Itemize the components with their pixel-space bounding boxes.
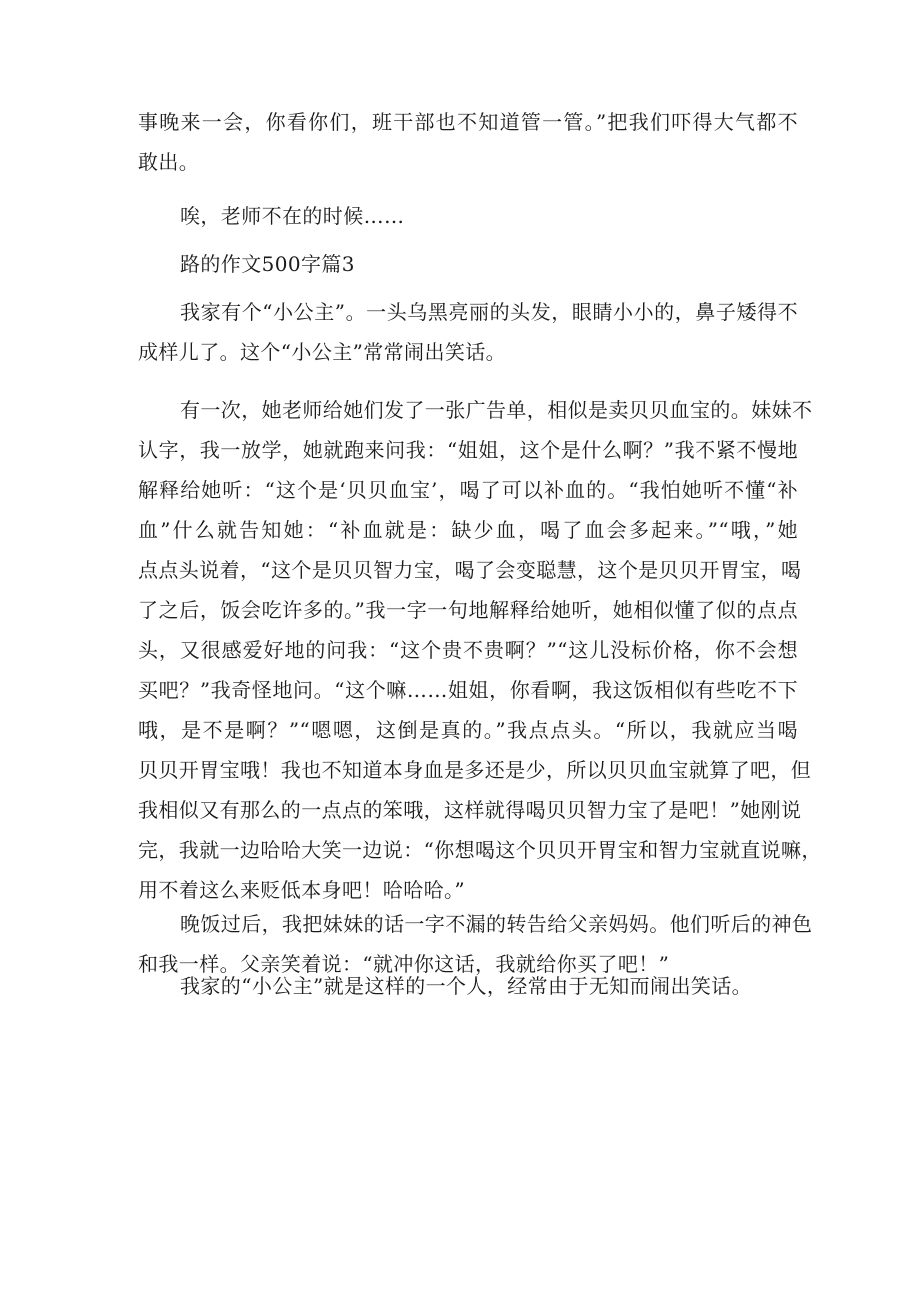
paragraph-conclusion	[138, 966, 798, 1006]
text-line: 哦，是不是啊？”“嗯嗯，这倒是真的。”我点点头。“所以，我就应当喝	[138, 718, 798, 742]
heading-text: 路的作文500字篇3	[180, 252, 355, 276]
text-line: 和我一样。父亲笑着说：“就冲你这话，我就给你买了吧！”	[138, 952, 670, 976]
text-line: 唉，老师不在的时候……	[180, 204, 405, 228]
paragraph-intro	[138, 292, 798, 372]
text-line: 有一次，她老师给她们发了一张广告单，相似是卖贝贝血宝的。妹妹不	[180, 398, 813, 422]
text-line: 买吧？”我奇怪地问。“这个嘛……姐姐，你看啊，我这饭相似有些吃不下	[138, 678, 798, 702]
paragraph-story	[138, 390, 822, 910]
text-line: 血”什么就告知她：“补血就是：缺少血，喝了血会多起来。”“哦，”她	[138, 518, 798, 542]
text-line: 认字，我一放学，她就跑来问我：“姐姐，这个是什么啊？”我不紧不慢地	[138, 438, 798, 462]
text-line: 头，又很感爱好地的问我：“这个贵不贵啊？”“这儿没标价格，你不会想	[138, 638, 798, 662]
text-line: 我相似又有那么的一点点的笨哦，这样就得喝贝贝智力宝了是吧！”她刚说	[138, 798, 802, 822]
text-line: 敢出。	[138, 150, 200, 174]
text-line: 解释给她听：“这个是‘贝贝血宝’，喝了可以补血的。“我怕她听不懂“补	[138, 478, 798, 502]
paragraph-sigh	[138, 196, 798, 236]
text-line: 我家的“小公主”就是这样的一个人，经常由于无知而闹出笑话。	[180, 974, 753, 998]
text-line: 完，我就一边哈哈大笑一边说：“你想喝这个贝贝开胃宝和智力宝就直说嘛，	[138, 838, 822, 862]
text-line: 贝贝开胃宝哦！我也不知道本身血是多还是少，所以贝贝血宝就算了吧，但	[138, 758, 812, 782]
text-line: 成样儿了。这个“小公主”常常闹出笑话。	[138, 340, 507, 364]
text-line: 晚饭过后，我把妹妹的话一字不漏的转告给父亲妈妈。他们听后的神色	[180, 912, 813, 936]
text-line: 用不着这么来贬低本身吧！哈哈哈。”	[138, 878, 466, 902]
text-line: 了之后，饭会吃许多的。”我一字一句地解释给她听，她相似懂了似的点点	[138, 598, 798, 622]
paragraph-continuation	[138, 102, 798, 182]
text-line: 点点头说着，“这个是贝贝智力宝，喝了会变聪慧，这个是贝贝开胃宝，喝	[138, 558, 802, 582]
section-heading	[138, 244, 798, 284]
text-line: 我家有个“小公主”。一头乌黑亮丽的头发，眼睛小小的，鼻子矮得不	[180, 300, 798, 324]
text-line: 事晚来一会，你看你们，班干部也不知道管一管。”把我们吓得大气都不	[138, 110, 798, 134]
